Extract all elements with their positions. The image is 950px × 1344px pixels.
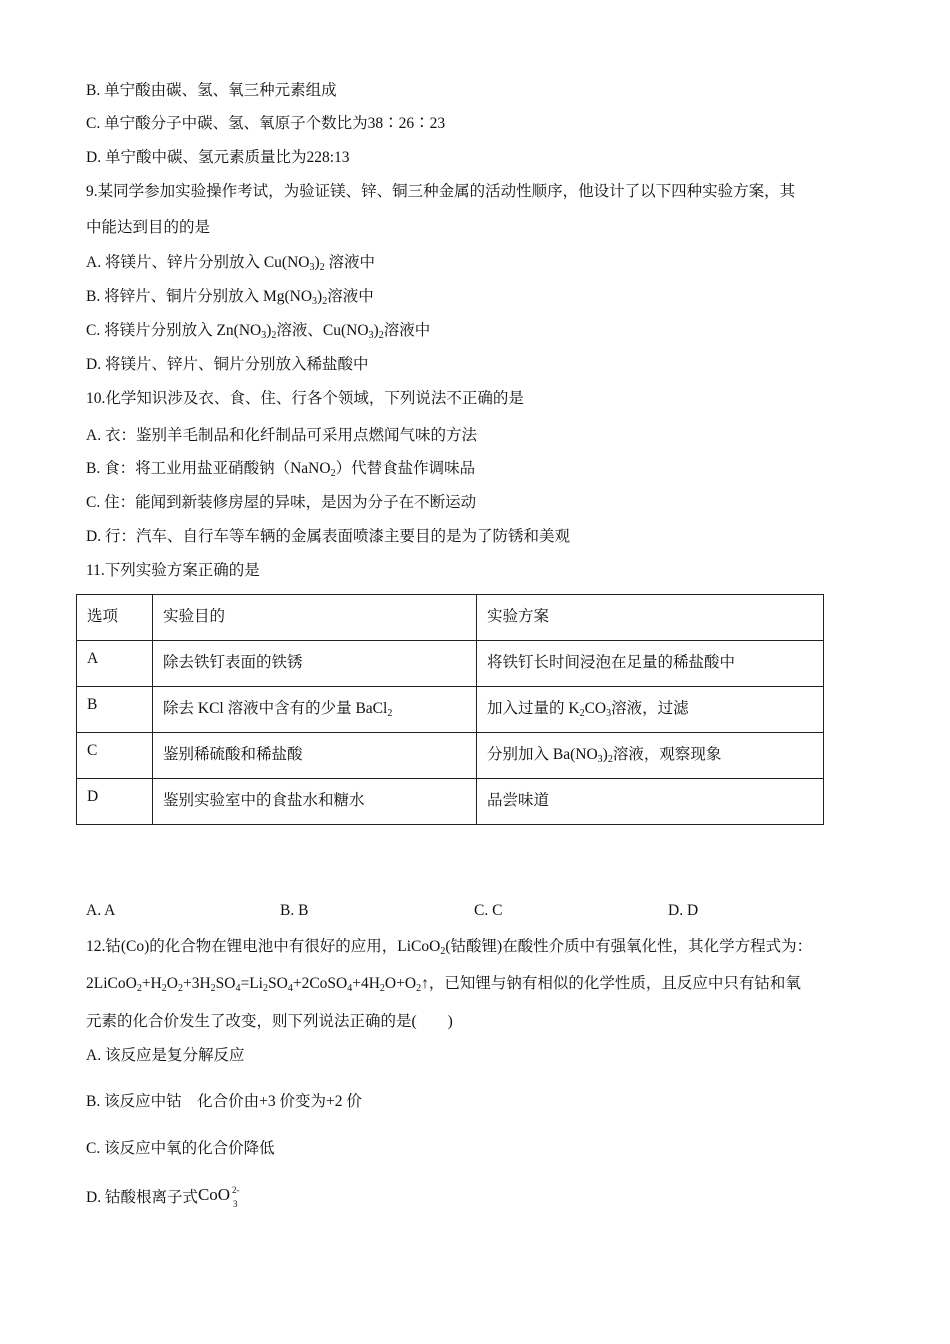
q11-option-a: A. A — [86, 902, 116, 919]
q12-option-c: C. 该反应中氧的化合价降低 — [86, 1140, 275, 1157]
row-plan: 品尝味道 — [477, 779, 824, 825]
q12-stem-line3: 元素的化合价发生了改变，则下列说法正确的是( ) — [86, 1013, 453, 1030]
q8-option-d: D. 单宁酸中碳、氢元素质量比为228:13 — [86, 149, 350, 166]
q9-option-d: D. 将镁片、锌片、铜片分别放入稀盐酸中 — [86, 356, 369, 373]
cobaltate-formula: CoO 2- 3 — [197, 1185, 240, 1209]
header-goal: 实验目的 — [153, 595, 477, 641]
q10-option-b: B. 食：将工业用盐亚硝酸钠（NaNO$_2$）代替食盐作调味品 — [86, 460, 476, 479]
q8-option-b: B. 单宁酸由碳、氢、氧三种元素组成 — [86, 82, 337, 99]
q11-option-d: D. D — [668, 902, 699, 919]
table-header-row — [77, 595, 824, 641]
table-row — [77, 779, 824, 825]
row-plan: 将铁钉长时间浸泡在足量的稀盐酸中 — [477, 641, 824, 687]
q10-option-a: A. 衣：鉴别羊毛制品和化纤制品可采用点燃闻气味的方法 — [86, 427, 477, 444]
header-plan: 实验方案 — [477, 595, 824, 641]
table-row — [77, 687, 824, 733]
q12-option-d: D. 钴酸根离子式CoO 2- 3 — [86, 1185, 240, 1209]
row-plan: 分别加入 $Ba(NO_3)_2$溶液，观察现象 — [477, 733, 824, 779]
row-plan: 加入过量的 $K_2CO_3$溶液，过滤 — [477, 687, 824, 733]
table-row — [77, 733, 824, 779]
q12-equation-line: $2LiCoO_2+H_2O_2+3H_2SO_4=Li_2SO_4+2CoSO_4+4H_2O+O_2↑$，已知锂与钠有相似的化学性质，且反应中只有钴和氧 — [86, 975, 801, 994]
header-option: 选项 — [77, 595, 153, 641]
row-goal: 除去铁钉表面的铁锈 — [153, 641, 477, 687]
q11-option-c: C. C — [474, 902, 503, 919]
row-goal: 除去 KCl 溶液中含有的少量 BaCl$_2$ — [153, 687, 477, 733]
q10-option-c: C. 住：能闻到新装修房屋的异味，是因为分子在不断运动 — [86, 494, 477, 511]
row-option: A — [77, 641, 153, 687]
q12-stem-line1: 12.钴(Co)的化合物在锂电池中有很好的应用，LiCoO$_2$(钴酸锂)在酸性介质中有强氧化性，其化学方程式为： — [86, 938, 813, 957]
row-goal: 鉴别实验室中的食盐水和糖水 — [153, 779, 477, 825]
q8-option-c: C. 单宁酸分子中碳、氢、氧原子个数比为38∶26∶23 — [86, 115, 446, 132]
q9-option-b: B. 将锌片、铜片分别放入 $Mg(NO_3)_2$溶液中 — [86, 288, 374, 307]
q12-option-a: A. 该反应是复分解反应 — [86, 1047, 245, 1064]
q11-table — [76, 594, 824, 825]
q10-stem: 10.化学知识涉及衣、食、住、行各个领域，下列说法不正确的是 — [86, 390, 524, 407]
q9-option-c: C. 将镁片分别放入 $Zn(NO_3)_2$溶液、$Cu(NO_3)_2$溶液中 — [86, 322, 431, 341]
table-row — [77, 641, 824, 687]
row-option: D — [77, 779, 153, 825]
q9-stem-line1: 9.某同学参加实验操作考试，为验证镁、锌、铜三种金属的活动性顺序，他设计了以下四种实验方案，其 — [86, 183, 796, 200]
row-option: C — [77, 733, 153, 779]
row-goal: 鉴别稀硫酸和稀盐酸 — [153, 733, 477, 779]
q10-option-d: D. 行：汽车、自行车等车辆的金属表面喷漆主要目的是为了防锈和美观 — [86, 528, 570, 545]
q11-option-b: B. B — [280, 902, 309, 919]
q11-stem: 11.下列实验方案正确的是 — [86, 562, 260, 579]
q9-stem-line2: 中能达到目的的是 — [86, 219, 211, 236]
q12-option-b: B. 该反应中钴 化合价由+3 价变为+2 价 — [86, 1093, 362, 1110]
q9-option-a: A. 将镁片、锌片分别放入 $Cu(NO_3)_2$ 溶液中 — [86, 254, 376, 273]
row-option: B — [77, 687, 153, 733]
